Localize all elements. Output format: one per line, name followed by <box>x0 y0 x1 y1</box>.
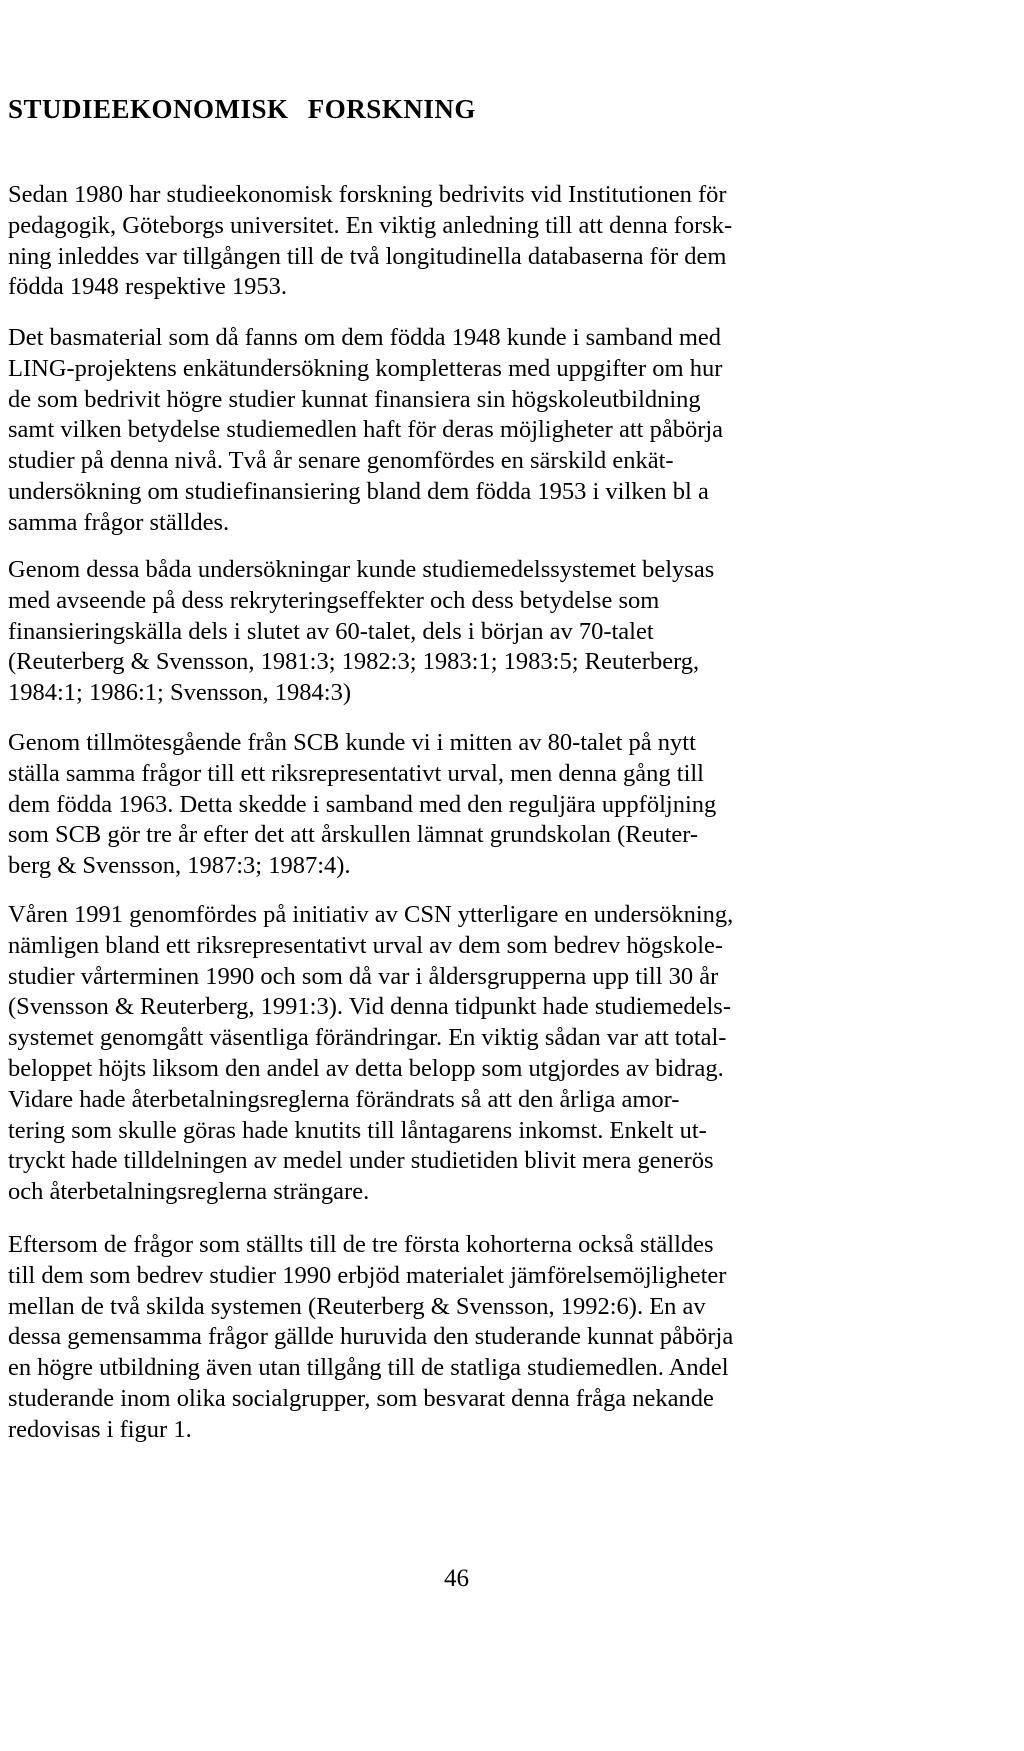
paragraph-line: Eftersom de frågor som ställts till de tre första kohorterna också ställdes <box>8 1231 714 1258</box>
paragraph <box>8 1230 733 1446</box>
paragraph <box>8 900 733 1208</box>
paragraph-line: födda 1948 respektive 1953. <box>8 273 287 301</box>
paragraph-line: en högre utbildning även utan tillgång till de statliga studiemedlen. Andel <box>8 1354 729 1382</box>
paragraph-line: redovisas i figur 1. <box>8 1415 192 1443</box>
paragraph-line: beloppet höjts liksom den andel av detta belopp som utgjordes av bidrag. <box>8 1054 724 1082</box>
paragraph <box>8 180 732 303</box>
paragraph-line: finansieringskälla dels i slutet av 60-talet, dels i början av 70-talet <box>8 617 654 645</box>
paragraph-line: samt vilken betydelse studiemedlen haft för deras möjligheter att påbörja <box>8 416 724 444</box>
paragraph-line: Vidare hade återbetalningsreglerna förändrats så att den årliga amor- <box>8 1085 680 1113</box>
paragraph-line: (Reuterberg & Svensson, 1981:3; 1982:3; 1983:1; 1983:5; Reuterberg, <box>8 648 700 676</box>
paragraph-line: Det basmaterial som då fanns om dem födda 1948 kunde i samband med <box>8 324 722 351</box>
paragraph <box>8 728 716 882</box>
paragraph-line: mellan de två skilda systemen (Reuterberg & Svensson, 1992:6). En av <box>8 1292 706 1320</box>
paragraph-line: LING-projektens enkätundersökning kompletteras med uppgifter om hur <box>8 354 723 382</box>
paragraph-line: (Svensson & Reuterberg, 1991:3). Vid denna tidpunkt hade studiemedels- <box>8 993 731 1021</box>
paragraph <box>8 555 714 709</box>
paragraph-line: ställa samma frågor till ett riksrepresentativt urval, men denna gång till <box>8 759 704 787</box>
paragraph-line: berg & Svensson, 1987:3; 1987:4). <box>8 852 351 880</box>
paragraph-line: studier på denna nivå. Två år senare genomfördes en särskild enkät- <box>8 447 674 475</box>
paragraph-line: pedagogik, Göteborgs universitet. En viktig anledning till att denna forsk- <box>8 211 733 239</box>
paragraph-line: Sedan 1980 har studieekonomisk forskning bedrivits vid Institutionen för <box>8 181 727 208</box>
paragraph-line: Våren 1991 genomfördes på initiativ av CSN ytterligare en undersökning, <box>8 901 734 928</box>
paragraph-line: systemet genomgått väsentliga förändringar. En viktig sådan var att total- <box>8 1024 727 1052</box>
paragraph-line: nämligen bland ett riksrepresentativt urval av dem som bedrev högskole- <box>8 931 724 959</box>
page-number: 46 <box>444 1565 469 1592</box>
paragraph-line: ning inleddes var tillgången till de två longitudinella databaserna för dem <box>8 242 727 270</box>
paragraph-line: Genom dessa båda undersökningar kunde studiemedelssystemet belysas <box>8 556 715 583</box>
paragraph-line: studier vårterminen 1990 och som då var i åldersgrupperna upp till 30 år <box>8 962 719 990</box>
paragraph-line: dem födda 1963. Detta skedde i samband med den reguljära uppföljning <box>8 790 717 818</box>
paragraph-line: undersökning om studiefinansiering bland dem födda 1953 i vilken bl a <box>8 477 709 505</box>
paragraph-line: med avseende på dess rekryteringseffekter och dess betydelse som <box>8 586 660 614</box>
paragraph-line: 1984:1; 1986:1; Svensson, 1984:3) <box>8 679 352 707</box>
paragraph-line: tering som skulle göras hade knutits till låntagarens inkomst. Enkelt ut- <box>8 1116 707 1144</box>
paragraph-line: och återbetalningsreglerna strängare. <box>8 1178 370 1206</box>
paragraph <box>8 323 723 539</box>
section-heading: STUDIEEKONOMISK FORSKNING <box>8 94 476 124</box>
paragraph-line: till dem som bedrev studier 1990 erbjöd materialet jämförelsemöjligheter <box>8 1261 727 1289</box>
paragraph-line: studerande inom olika socialgrupper, som besvarat denna fråga nekande <box>8 1384 714 1412</box>
paragraph-line: tryckt hade tilldelningen av medel under studietiden blivit mera generös <box>8 1147 714 1175</box>
paragraph-line: dessa gemensamma frågor gällde huruvida den studerande kunnat påbörja <box>8 1323 734 1351</box>
paragraph-line: Genom tillmötesgående från SCB kunde vi i mitten av 80-talet på nytt <box>8 729 696 756</box>
paragraph-line: samma frågor ställdes. <box>8 508 230 536</box>
paragraph-line: de som bedrivit högre studier kunnat finansiera sin högskoleutbildning <box>8 385 701 413</box>
paragraph-line: som SCB gör tre år efter det att årskullen lämnat grundskolan (Reuter- <box>8 821 699 849</box>
